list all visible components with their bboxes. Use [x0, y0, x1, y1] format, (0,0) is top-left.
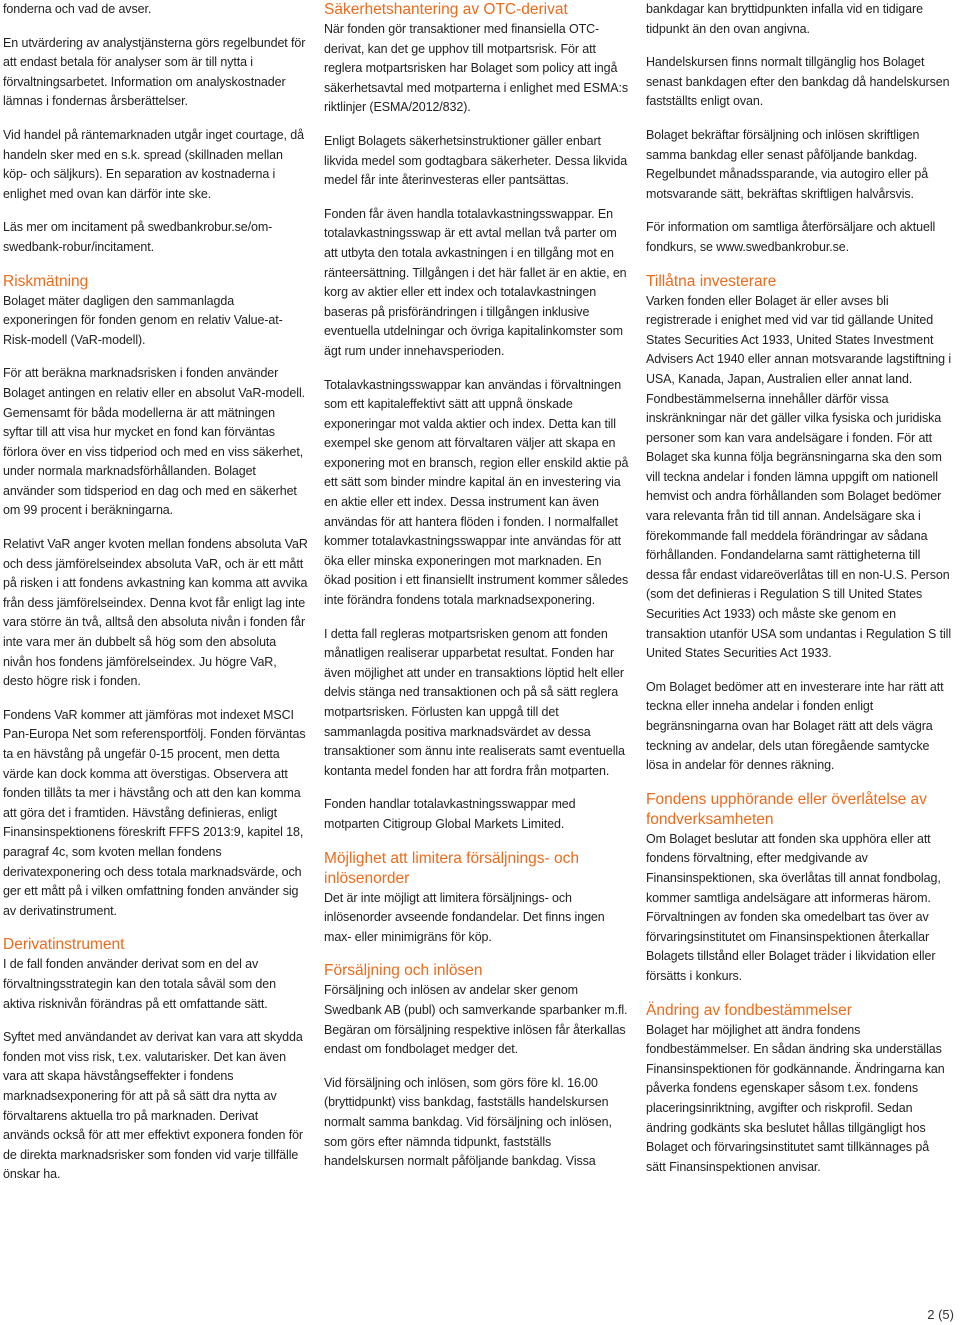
- body-paragraph: För information om samtliga återförsäljare och aktuell fondkurs, se www.swedbankrobur.se.: [646, 220, 936, 254]
- body-paragraph: fonderna och vad de avser.: [3, 2, 152, 16]
- right-column: [646, 0, 951, 1177]
- paragraph-spacer: [324, 835, 629, 849]
- paragraph-spacer: [324, 1060, 629, 1074]
- body-paragraph: Om Bolaget beslutar att fonden ska upphöra eller att fondens förvaltning, efter medgivande av Finansinspektionen, ska överlåtas till annat fondbolag, kommer samtliga andelsägare att informeras härom. Förvaltningen av fonden ska omedelbart tas över av förvaringsinstitutet om Finansinspektionen återkallar Bolagets tillstånd eller Bolaget träder i likvidation eller försätts i konkurs.: [646, 831, 941, 983]
- body-paragraph: När fonden gör transaktioner med finansiella OTC-derivat, kan det ge upphov till motpartsrisk. För att reglera motpartsrisken har Bolaget som policy att ingå säkerhetsavtal med motparterna i enlighet med ESMA:s riktlinjer (ESMA/2012/832).: [324, 22, 628, 115]
- paragraph-spacer: [646, 204, 951, 218]
- paragraph-spacer: [646, 258, 951, 272]
- paragraph-spacer: [3, 350, 308, 364]
- section-heading: Riskmätning: [3, 272, 89, 290]
- body-paragraph: Varken fonden eller Bolaget är eller avses bli registrerade i enighet med vid var tid gällande United States Securities Act 1933, United States Investment Advisers Act 1940 eller annan motsvarande lagstiftning i USA, Kanada, Japan, Australien eller annat land. Fondbestämmelserna innehåller därför vissa inskränkningar när det gäller vilka fysiska och juridiska personer som kan vara andelsägare i fonden. För att Bolaget ska kunna följa begränsningarna ska den som vill teckna andelar i fonden lämna uppgift om nationell hemvist och andra förhållanden som Bolaget bedömer vara relevanta från tid till annan. Andelsägare ska i förekommande fall meddela förändringar av sådana förhållanden. Fondandelarna samt rättigheterna till dessa får endast vidareöverlåtas till en non-U.S. Person (som det definieras i Regulation S till United States Securities Act 1933) och måste ske genom en transaktion utanför USA som undantas i Regulation S till United States Securities Act 1933.: [646, 293, 951, 661]
- body-paragraph: Om Bolaget bedömer att en investerare inte har rätt att teckna eller inneha andelar i fonden enligt begränsningarna ovan har Bolaget rätt att dels vägra teckning av andelar, dels utan föregående samtycke lösa in andelar för dennes räkning.: [646, 679, 944, 773]
- body-paragraph: bankdagar kan bryttidpunkten infalla vid en tidigare tidpunkt än den ovan angivna.: [646, 2, 923, 36]
- paragraph-spacer: [3, 20, 308, 34]
- body-paragraph: Enligt Bolagets säkerhetsinstruktioner gäller enbart likvida medel som godtagbara säkerheter. Dessa likvida medel får inte återinvesteras eller pantsättas.: [324, 133, 628, 188]
- body-paragraph: Bolaget har möjlighet att ändra fondens fondbestämmelser. En sådan ändring ska underställas Finansinspektionen för godkännande. Ändringarna kan påverka fondens egenskaper såsom t.ex. fondens placeringsinriktning, avgifter och riskprofil. Sedan ändring godkänts ska beslutet hållas tillgängligt hos Bolaget och förvaringsinstitutet samt tillkännages på sätt Finansinspektionen anvisar.: [646, 1022, 945, 1174]
- body-paragraph: Relativt VaR anger kvoten mellan fondens absoluta VaR och dess jämförelseindex absoluta VaR, och är ett mått på risken i att fondens avkastning kan komma att avvika från dess jämförelseindex. Denna kvot får enligt lag inte vara större än två, alltså den absoluta nivån i fonden får inte vara mer än dubbelt så hög som den absoluta nivån hos fondens jämförelseindex. Ju högre VaR, desto högre risk i fonden.: [3, 537, 308, 689]
- paragraph-spacer: [3, 258, 308, 272]
- body-paragraph: Det är inte möjligt att limitera försäljnings- och inlösenorder avseende fondandelar. Det finns ingen max- eller minimigräns för köp.: [324, 890, 605, 944]
- body-paragraph: Bolaget bekräftar försäljning och inlösen skriftligen samma bankdag eller senast påföljande bankdag. Regelbundet månadssparande, via autogiro eller på motsvarande sätt, bekräftas skriftligen halvårsvis.: [646, 127, 929, 201]
- body-paragraph: Bolaget mäter dagligen den sammanlagda exponeringen för fonden genom en relativ Value-at-Risk-modell (VaR-modell).: [3, 293, 283, 347]
- paragraph-spacer: [324, 781, 629, 795]
- paragraph-spacer: [324, 362, 629, 376]
- paragraph-spacer: [3, 521, 308, 535]
- body-paragraph: Läs mer om incitament på swedbankrobur.se/om-swedbank-robur/incitament.: [3, 220, 273, 254]
- paragraph-spacer: [3, 204, 308, 218]
- paragraph-spacer: [324, 947, 629, 961]
- paragraph-spacer: [646, 776, 951, 790]
- body-paragraph: Fondens VaR kommer att jämföras mot indexet MSCI Pan-Europa Net som referensportfölj. Fonden förväntas ta en hävstång på ungefär 0-15 procent, men detta värde kan dock komma att överstigas. Observera att fonden tillåts ta mer i hävstång och att den kan komma att göra det i framtiden. Hävstång definieras, enligt Finansinspektionens föreskrift FFFS 2013:9, kapitel 18, paragraf 4c, som kvoten mellan fondens derivatexponering och dess totala marknadsvärde, och ger ett mått på i vilken omfattning fonden använder sig av derivatinstrument.: [3, 707, 306, 918]
- section-heading: Möjlighet att limitera försäljnings- och inlösenorder: [324, 849, 579, 887]
- section-heading: Derivatinstrument: [3, 936, 125, 954]
- paragraph-spacer: [646, 112, 951, 126]
- body-paragraph: Syftet med användandet av derivat kan vara att skydda fonden mot viss risk, t.ex. valutarisker. Det kan även vara att skapa hävstångseffekter i fondens marknadsexponering för att på så sätt dra nytta av förvaltarens aktuella tro på marknaden. Derivat används också för att mer effektivt exponera fonden för de direkta marknadsrisker som fonden vid varje tillfälle önskar ha.: [3, 1030, 303, 1182]
- paragraph-spacer: [3, 692, 308, 706]
- paragraph-spacer: [324, 191, 629, 205]
- body-paragraph: Vid handel på räntemarknaden utgår inget courtage, då handeln sker med en s.k. spread (skillnaden mellan köp- och säljkurs). En separation av kostnaderna i enlighet med ovan kan därför inte ske.: [3, 127, 304, 201]
- left-column: [3, 0, 308, 1185]
- section-heading: Fondens upphörande eller överlåtelse av fondverksamheten: [646, 790, 927, 828]
- body-paragraph: I detta fall regleras motpartsrisken genom att fonden månatligen realiserar upparbetat resultat. Fonden har även möjlighet att under en transaktions löptid helt eller delvis stänga ned transaktionen och på så sätt reglera motpartsrisken. Förlusten kan uppgå till det sammanlagda positiva marknadsvärdet av dessa transaktioner som ännu inte realiserats samt eventuella kontanta medel fonden har att fordra från motparten.: [324, 626, 625, 778]
- section-heading: Ändring av fondbestämmelser: [646, 1001, 852, 1019]
- body-paragraph: Vid försäljning och inlösen, som görs före kl. 16.00 (bryttidpunkt) viss bankdag, fastställs handelskursen normalt samma bankdag. Vid försäljning och inlösen, som görs efter nämnda tidpunkt, fastställs handelskursen normalt påföljande bankdag. Vissa: [324, 1075, 612, 1169]
- section-heading: Försäljning och inlösen: [324, 962, 483, 980]
- paragraph-spacer: [3, 112, 308, 126]
- paragraph-spacer: [324, 118, 629, 132]
- body-paragraph: Fonden får även handla totalavkastningsswappar. En totalavkastningsswap är ett avtal mellan två parter om att utbyta den totala avkastningen i en tillgång mot en ränteersättning. Tillgången i det här fallet är en aktie, en korg av aktier eller ett index och totalavkastningen baseras på prisförändringen i tillgången inklusive eventuella utdelningar och övriga kapitalinkomster som ägt rum under innehavsperioden.: [324, 206, 627, 358]
- paragraph-spacer: [646, 987, 951, 1001]
- body-paragraph: Handelskursen finns normalt tillgänglig hos Bolaget senast bankdagen efter den bankdag då handelskursen fastställts enligt ovan.: [646, 55, 950, 109]
- section-heading: Säkerhetshantering av OTC-derivat: [324, 1, 568, 18]
- paragraph-spacer: [324, 611, 629, 625]
- paragraph-spacer: [3, 921, 308, 935]
- body-paragraph: En utvärdering av analystjänsterna görs regelbundet för att endast betala för analyser som är till nytta i förvaltningsarbetet. Information om analyskostnader lämnas i fondernas årsberättelser.: [3, 35, 306, 109]
- middle-column: [324, 0, 629, 1172]
- section-heading: Tillåtna investerare: [646, 272, 777, 290]
- body-paragraph: Fonden handlar totalavkastningsswappar med motparten Citigroup Global Markets Limited.: [324, 797, 576, 831]
- page-number: 2 (5): [927, 1307, 954, 1322]
- body-paragraph: Totalavkastningsswappar kan användas i förvaltningen som ett kapitaleffektivt sätt att uppnå önskade exponeringar mot valda aktier och index. Detta kan till exempel ske genom att förvaltaren väljer att skapa en exponering mot en bransch, region eller enskild aktie på ett sätt som binder mindre kapital än en investering via en aktie eller ett index. Dessa instrument kan även användas för att hantera flöden i fonden. I normalfallet kommer totalavkastningsswappar inte användas för att öka eller minska exponeringen mot marknaden. En ökad position i ett finansiellt instrument kommer således inte förändra fondens totala marknadsexponering.: [324, 377, 629, 608]
- body-paragraph: I de fall fonden använder derivat som en del av förvaltningsstrategin kan den totala såväl som den aktiva risknivån förändras på ett omfattande sätt.: [3, 957, 276, 1011]
- paragraph-spacer: [646, 664, 951, 678]
- body-paragraph: Försäljning och inlösen av andelar sker genom Swedbank AB (publ) och samverkande sparbanker m.fl. Begäran om försäljning respektive inlösen får återkallas endast om fondbolaget medger det.: [324, 983, 628, 1057]
- body-paragraph: För att beräkna marknadsrisken i fonden använder Bolaget antingen en relativ eller en absolut VaR-modell. Gemensamt för båda modellerna är att mätningen syftar till att visa hur mycket en fond kan förväntas förlora över en viss tidperiod och med en viss säkerhet, under normala marknadsförhållanden. Bolaget använder som tidsperiod en dag och med en säkerhet om 99 procent i beräkningarna.: [3, 366, 305, 518]
- paragraph-spacer: [3, 1014, 308, 1028]
- paragraph-spacer: [646, 39, 951, 53]
